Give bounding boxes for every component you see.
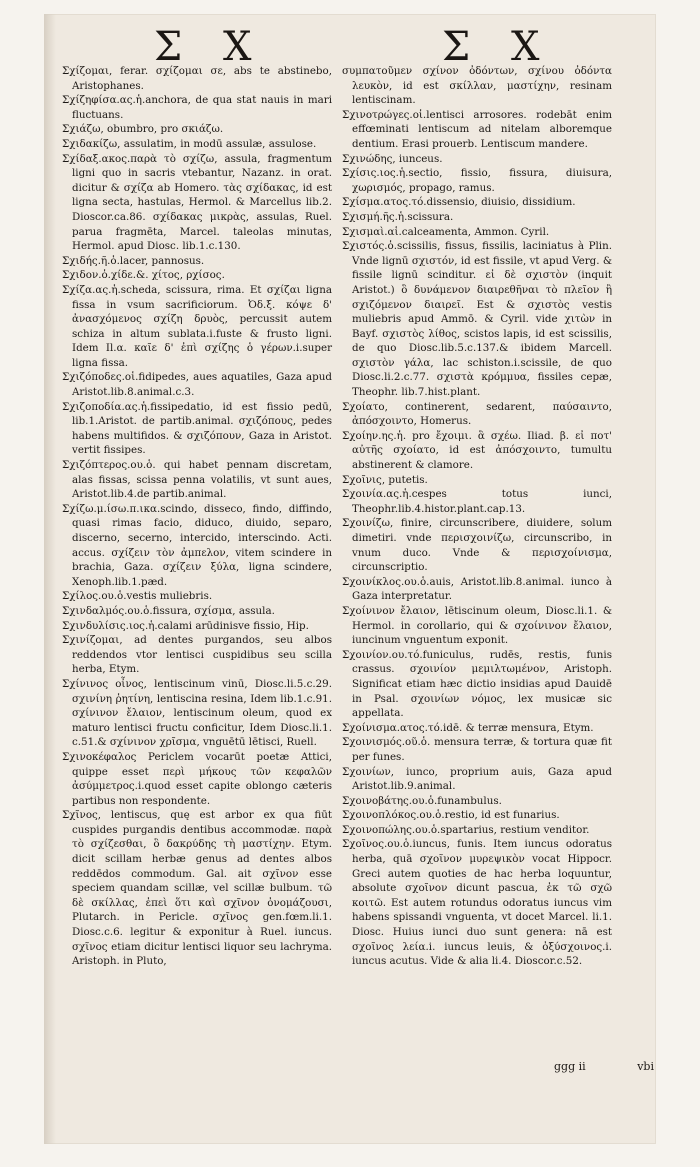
entry: Σχίσις.ιος.ἡ.sectio, fissio, fissura, diuisura, χωρισμός, propago, ramus. <box>342 167 612 194</box>
entry: Σχιζόποδες.οἱ.fidipedes, aues aquatiles, Gaza apud Aristot.lib.8.animal.c.3. <box>62 371 332 399</box>
running-head-left: Σ Χ <box>154 24 266 70</box>
entry: Σχιδον.ὁ.χίδε.&. χίτος, ρχίσος. <box>62 269 225 282</box>
entry: Σχίσμα.ατος.τό.dissensio, diuisio, dissidium. <box>342 196 576 209</box>
entry: Σχοινίκλος.ου.ὁ.auis, Aristot.lib.8.animal. iunco à Gaza interpretatur. <box>342 575 612 603</box>
entry: Σχινοτρώγες.οἱ.lentisci arrosores. rodebāt enim effœminati lentiscum ad nitelam alboremque dentium. Erasi prouerb. Lentiscum mandere. <box>342 108 612 150</box>
entry: Σχινώδης, iunceus. <box>342 152 443 165</box>
left-column <box>62 64 332 969</box>
page-footer <box>554 1060 654 1073</box>
entry: Σχοινοβάτης.ου.ὁ.funambulus. <box>342 794 502 807</box>
entry: Σχίζηφίσα.ας.ἡ.anchora, de qua stat nauis in mari fluctuans. <box>62 94 332 121</box>
entry: Σχινίζομαι, ad dentes purgandos, seu albos reddendos vtor lentisci cuspidibus seu scilla herba, Etym. <box>62 634 332 676</box>
entry: Σχιάζω, obumbro, pro σκιάζω. <box>62 123 224 136</box>
entry: Σχιζόπτερος.ου.ὁ. qui habet pennam discretam, alas fissas, scissa penna volatilis, vt sunt aues, Aristot.lib.4.de partib.animal. <box>62 459 332 501</box>
entry: Σχοινοπλόκος.ου.ὁ.restio, id est funarius. <box>342 809 560 822</box>
catchword: vbi <box>637 1060 654 1073</box>
entry: Σχίλος.ου.ὁ.vestis muliebris. <box>62 590 213 603</box>
entry: Σχίνινος οἶνος, lentiscinum vinū, Diosc.li.5.c.29. σχινίνη ῥητίνη, lentiscina resina, Idem lib.1.c.91. σχίνινον ἔλαιον, lentiscinum oleum, quod ex maturo lentisci fructu conficitur, Idem Diosc.li.1. c.51.& σχίνινον χρῖσμα, vnguētū lētisci, Ruell. <box>62 677 332 749</box>
right-column <box>342 64 612 969</box>
gutter-shadow <box>44 14 56 1144</box>
entry: Σχοῖνος.ου.ὁ.iuncus, funis. Item iuncus odoratus herba, quā σχοῖνον μυρεψικὸν vocat Hippocr. Greci autem quoties de hac herba loquuntur, absolute σχοῖνον dicunt pascua, ἐκ τῶ σχῶ κοιτῶ. Est autem rotundus odoratus iuncus vim habens spissandi vnguenta, vt docet Marcel. li.1. Diosc. Huius iunci duo sunt genera: nā est σχοῖνος λεία.i. iuncus leuis, & ὀξύσχοινος.i. iuncus acutus. Vide & alia li.4. Dioscor.c.52. <box>342 838 612 968</box>
entry: Σχινοκέφαλος Periclem vocarūt poetæ Attici, quippe esset περὶ μήκους τῶν κεφαλῶν ἀσύμμετρος.i.quod esset capite oblongo cæteris partibus non respondente. <box>62 750 332 807</box>
entry: Σχιζοποδία.ας.ἡ.fissipedatio, id est fissio pedū, lib.1.Aristot. de partib.animal. σχιζόπους, pedes habens multifidos. & σχιζόπουν, Gaza in Aristot. vertit fissipes. <box>62 400 332 457</box>
entry: Σχισμαὶ.αἱ.calceamenta, Ammon. Cyril. <box>342 225 550 238</box>
entry: Σχοίνισμα.ατος.τό.idē. & terræ mensura, Etym. <box>342 721 594 734</box>
entry: Σχιδακίζω, assulatim, in modū assulæ, assulose. <box>62 137 317 150</box>
entry: Σχοῖνις, putetis. <box>342 473 428 486</box>
entry: Σχίζα.ας.ἡ.scheda, scissura, rima. Et σχίζαι ligna fissa in vsum sacrificiorum. Ὀδ.ξ. κόψε δ' ἀνασχόμενος σχίζη δρυὸς, percussit autem schiza in altum sublata.i.fuste & frusto ligni. Idem Il.α. καῖε δ' ἐπὶ σχίζης ὁ γέρων.i.super ligna fissa. <box>62 283 332 369</box>
entry: Σχῖνος, lentiscus, quę est arbor ex qua fiūt cuspides purgandis dentibus accommodæ. παρὰ τὸ σχίζεσθαι, ὃ δακρύδης τὴ μαστίχην. Etym. dicit scillam herbæ genus ad dentes albos reddēdos commodum. Gal. ait σχῖνον esse speciem quandam scillæ, vel scillæ bulbum. τῶ δὲ σκίλλας, ἐπεὶ ὅτι καὶ σχῖνον ὀνομάζουσι, Plutarch. in Pericle. σχῖνος gen.fœm.li.1. Diosc.c.6. legitur & exponitur à Ruel. iuncus. σχῖνος etiam dicitur lentisci liquor seu lachryma. Aristoph. in Pluto, <box>62 809 332 968</box>
entry: Σχοινισμός.οῦ.ὁ. mensura terræ, & tortura quæ fit per funes. <box>342 736 612 763</box>
entry: Σχοινοπώλης.ου.ὁ.spartarius, restium venditor. <box>342 823 590 836</box>
entry: Σχίζομαι, ferar. σχίζομαι σε, abs te abstinebo, Aristophanes. <box>62 65 332 92</box>
entry: Σχοινία.ας.ἡ.cespes totus iunci, Theophr.lib.4.histor.plant.cap.13. <box>342 488 612 515</box>
entry: Σχοίην.ης.ἡ. pro ἔχοιμι. ἃ σχέω. Iliad. β. εἰ ποτ' αὐτῆς σχοίατο, id est ἀπόσχοιντο, tumultu abstinerent & clamore. <box>342 429 612 472</box>
dictionary-page <box>44 14 656 1144</box>
entry: Σχοινίον.ου.τό.funiculus, rudēs, restis, funis crassus. σχοινίον μεμιλτωμένον, Aristoph. Significat etiam hæc dictio insidias apud Dauidē in Psal. σχοινίων νόμος, lex musicæ sic appellata. <box>342 648 612 720</box>
signature-mark: ggg ii <box>554 1060 586 1073</box>
running-head-right: Σ Χ <box>442 24 554 70</box>
entry: Σχοίνινον ἔλαιον, lētiscinum oleum, Diosc.li.1. & Hermol. in corollario, qui & σχοίνινον ἔλαιον, iuncinum vnguentum exponit. <box>342 604 612 647</box>
entry: Σχιδής.ῆ.ὁ.lacer, pannosus. <box>62 254 205 267</box>
entry: Σχοίατο, continerent, sedarent, παύσαιντο, ἀπόσχοιντο, Homerus. <box>342 400 612 428</box>
entry: Σχισμή.ῆς.ἡ.scissura. <box>342 210 454 223</box>
entry: Σχίζω.μ.ίσω.π.ικα.scindo, disseco, findo, diffindo, quasi rimas facio, diduco, diuido, separo, discerno, secerno, intercido, interscindo. Acti. accus. σχίζειν τὸν ἀμπελον, vitem scindere in brachia, Gaza. σχίζειν ξύλα, ligna scindere, Xenoph.lib.1.pæd. <box>62 502 332 588</box>
entry: Σχοινίων, iunco, proprium auis, Gaza apud Aristot.lib.9.animal. <box>342 765 612 793</box>
entry: Σχινδυλίσις.ιος.ἡ.calami arūdinisve fissio, Hip. <box>62 619 309 632</box>
entry: συμπατοῦμεν σχίνον ὀδόντων, σχίνου ὀδόντα λευκὸν, id est σκίλλαν, μαστίχην, resinam lentiscinam. <box>342 65 612 107</box>
entry: Σχίδαξ.ακος.παρὰ τὸ σχίζω, assula, fragmentum ligni quo in sacris vtebantur, Nazanz. in orat. dicitur & σχίζα ab Homero. τὰς σχίδακας, id est ligna secta, hastulas, Hermol. & Marcellus lib.2. Dioscor.ca.86. σχίδακας μικρὰς, assulas, Ruel. parua fragmēta, Marcel. taleolas minutas, Hermol. apud Diosc. lib.1.c.130. <box>62 152 332 253</box>
entry: Σχινδαλμός.ου.ὁ.fissura, σχίσμα, assula. <box>62 604 275 617</box>
entry: Σχοινίζω, finire, circunscribere, diuidere, solum dimetiri. vnde περισχοινίζω, circunscribo, in vnum duco. Vnde & περισχοίνισμα, circunscriptio. <box>342 517 612 574</box>
entry: Σχιστός.ὁ.scissilis, fissus, fissilis, laciniatus à Plin. Vnde lignū σχιστόν, id est fissile, vt apud Verg. & fissile lignū scinditur. εἰ δὲ σχιστὸν (inquit Aristot.) ὃ δυνάμενον διαιρεθῆναι τὸ πλεῖον ἢ σχιζόμενον διαιρεῖ. Est & σχιστὸς vestis muliebris apud Ammō. & Cyril. vide χιτὼν in Bayf. σχιστὸς λίθος, scistos lapis, id est scissilis, de quo Diosc.lib.5.c.137.& ibidem Marcell. σχιστὸν γάλα, lac schiston.i.scissile, de quo Diosc.li.2.c.77. σχιστὰ κρόμμυα, fissiles cepæ, Theophr. lib.7.hist.plant. <box>342 240 612 399</box>
